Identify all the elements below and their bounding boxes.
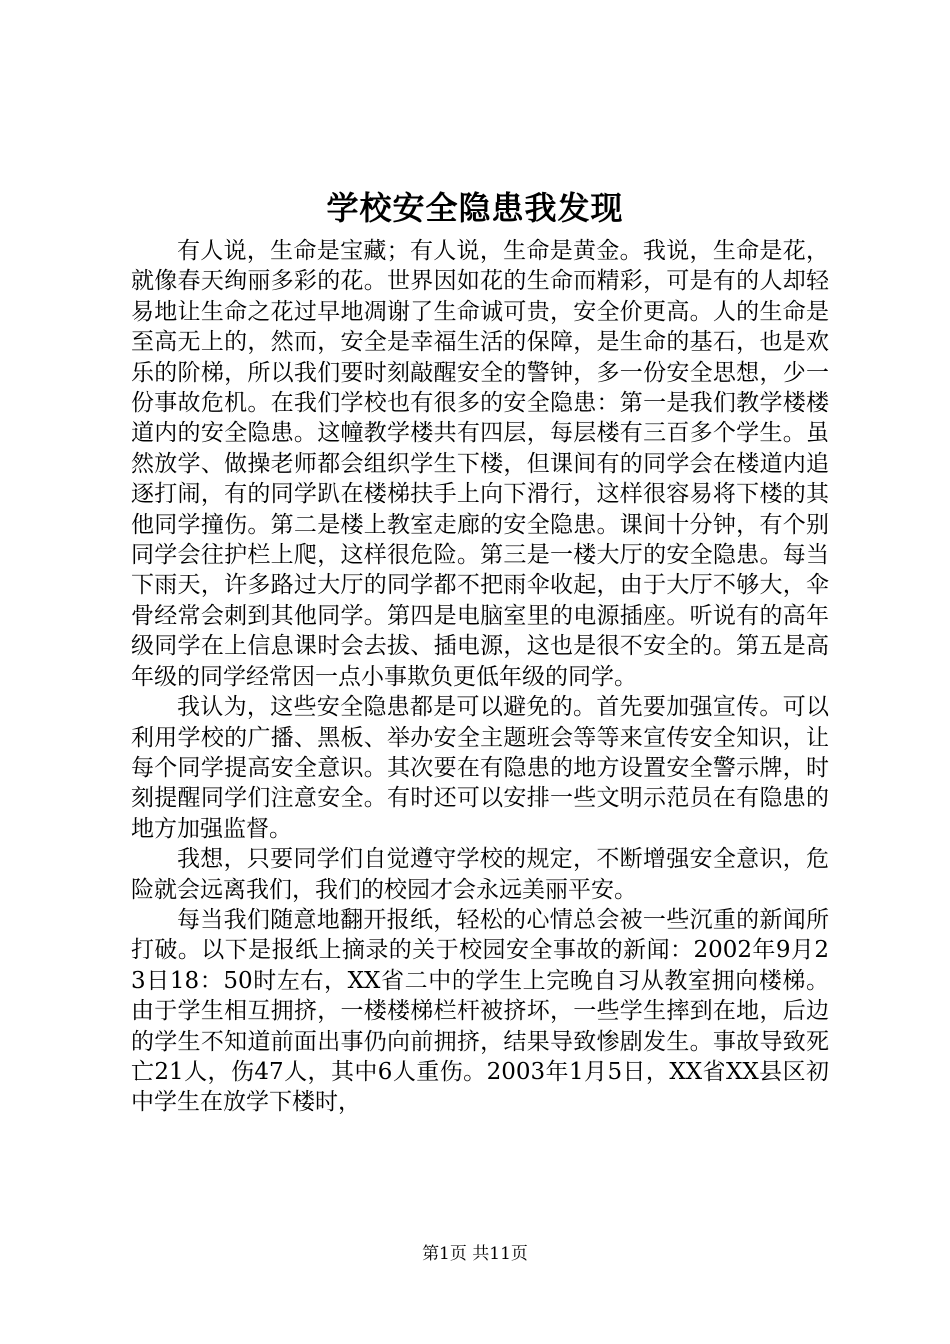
paragraph-1: 有人说，生命是宝藏；有人说，生命是黄金。我说，生命是花，就像春天绚丽多彩的花。世界因如花的生命而精彩，可是有的人却轻易地让生命之花过早地凋谢了生命诚可贵，安全价更高。人的生命是至高无上的，然而，安全是幸福生活的保障，是生命的基石，也是欢乐的阶梯，所以我们要时刻敲醒安全的警钟，多一份安全思想，少一份事故危机。在我们学校也有很多的安全隐患：第一是我们教学楼楼道内的安全隐患。这幢教学楼共有四层，每层楼有三百多个学生。虽然放学、做操老师都会组织学生下楼，但课间有的同学会在楼道内追逐打闹，有的同学趴在楼梯扶手上向下滑行，这样很容易将下楼的其他同学撞伤。第二是楼上教室走廊的安全隐患。课间十分钟，有个别同学会往护栏上爬，这样很危险。第三是一楼大厅的安全隐患。每当下雨天，许多路过大厅的同学都不把雨伞收起，由于大厅不够大，伞骨经常会刺到其他同学。第四是电脑室里的电源插座。听说有的高年级同学在上信息课时会去拔、插电源，这也是很不安全的。第五是高年级的同学经常因一点小事欺负更低年级的同学。 (131, 238, 829, 690)
paragraph-4: 每当我们随意地翻开报纸，轻松的心情总会被一些沉重的新闻所打破。以下是报纸上摘录的关于校园安全事故的新闻：2002年9月23日18：50时左右，XX省二中的学生上完晚自习从教室拥向楼梯。由于学生相互拥挤，一楼楼梯栏杆被挤坏，一些学生摔到在地，后边的学生不知道前面出事仍向前拥挤，结果导致惨剧发生。事故导致死亡21人，伤47人，其中6人重伤。2003年1月5日，XX省XX县区初中学生在放学下楼时， (131, 906, 829, 1116)
paragraph-3: 我想，只要同学们自觉遵守学校的规定，不断增强安全意识，危险就会远离我们，我们的校园才会永远美丽平安。 (131, 846, 829, 903)
page-number-footer: 第1页 共11页 (422, 1244, 528, 1264)
document-body (131, 236, 829, 1118)
document-title: 学校安全隐患我发现 (326, 189, 624, 227)
paragraph-2: 我认为，这些安全隐患都是可以避免的。首先要加强宣传。可以利用学校的广播、黑板、举办安全主题班会等等来宣传安全知识，让每个同学提高安全意识。其次要在有隐患的地方设置安全警示牌，时刻提醒同学们注意安全。有时还可以安排一些文明示范员在有隐患的地方加强监督。 (131, 694, 829, 842)
